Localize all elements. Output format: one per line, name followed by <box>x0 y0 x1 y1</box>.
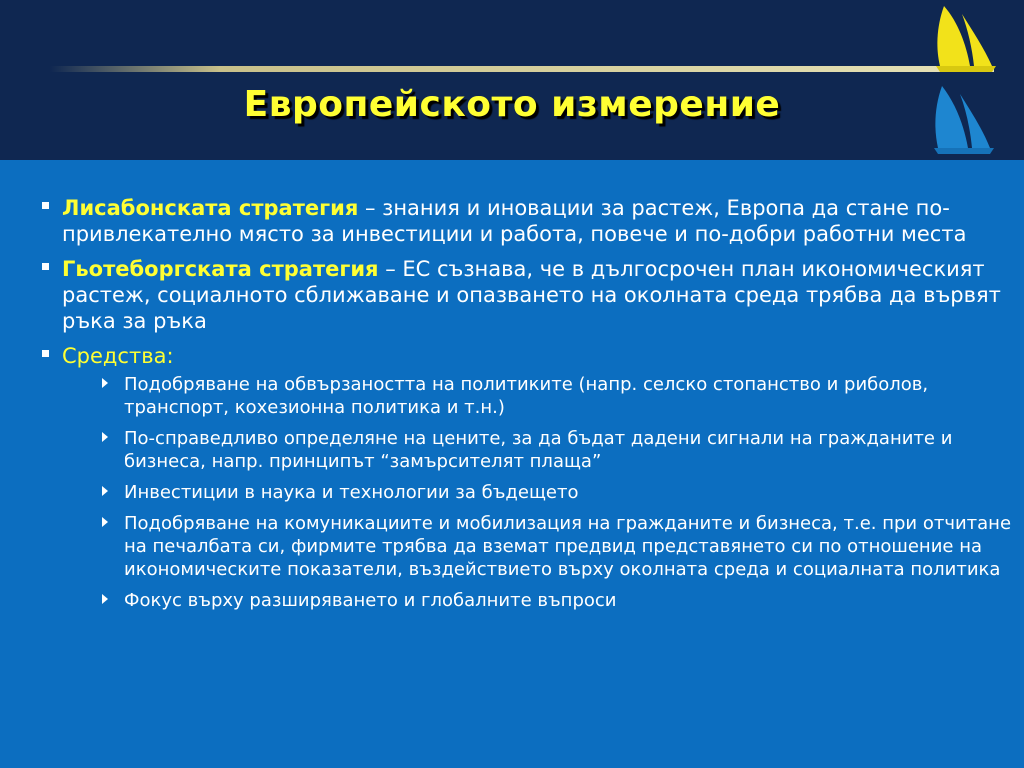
bullet-gothenburg-strategy <box>40 256 1020 334</box>
slide-header <box>0 0 1024 160</box>
gothenburg-strategy-text: – ЕС съзнава, че в дългосрочен план икономическият растеж, социалното сближаване и опазването на околната среда трябва да вървят ръка за ръка <box>62 257 1001 333</box>
bullet-lisbon-strategy <box>40 195 1020 247</box>
square-bullet-icon <box>42 350 49 357</box>
sailboat-logo-icon <box>926 0 1024 160</box>
means-item-enlargement-focus <box>40 589 1020 612</box>
means-item-text: Подобряване на обвързаността на политиките (напр. селско стопанство и риболов, транспорт, кохезионна политика и т.н.) <box>124 374 929 418</box>
means-item-policy-coherence <box>40 373 1020 419</box>
square-bullet-icon <box>42 263 49 270</box>
square-bullet-icon <box>42 202 49 209</box>
slide-content <box>40 195 1020 620</box>
triangle-arrow-bullet-icon <box>102 486 108 496</box>
means-item-text: Подобряване на комуникациите и мобилизация на гражданите и бизнеса, т.е. при отчитане на печалбата си, фирмите трябва да вземат предвид представянето си по отношение на икономическите показатели, въздействието върху околната среда и социалната политика <box>124 513 1012 580</box>
gothenburg-strategy-term: Гьотеборгската стратегия <box>62 257 379 281</box>
bullet-means <box>40 343 1020 369</box>
means-item-text: Инвестиции в наука и технологии за бъдещето <box>124 482 579 503</box>
means-item-communications <box>40 512 1020 581</box>
triangle-arrow-bullet-icon <box>102 517 108 527</box>
means-item-fair-pricing <box>40 427 1020 473</box>
triangle-arrow-bullet-icon <box>102 594 108 604</box>
slide-title: Европейското измерение <box>243 84 781 125</box>
means-item-text: По-справедливо определяне на цените, за да бъдат дадени сигнали на гражданите и бизнеса, напр. принципът “замърсителят плаща” <box>124 428 953 472</box>
lisbon-strategy-text: – знания и иновации за растеж, Европа да стане по-привлекателно място за инвестиции и работа, повече и по-добри работни места <box>62 196 967 246</box>
lisbon-strategy-term: Лисабонската стратегия <box>62 196 359 220</box>
means-item-text: Фокус върху разширяването и глобалните въпроси <box>124 590 617 611</box>
means-label: Средства: <box>62 344 174 368</box>
header-rule <box>50 66 994 72</box>
means-item-science-investment <box>40 481 1020 504</box>
triangle-arrow-bullet-icon <box>102 378 108 388</box>
triangle-arrow-bullet-icon <box>102 432 108 442</box>
